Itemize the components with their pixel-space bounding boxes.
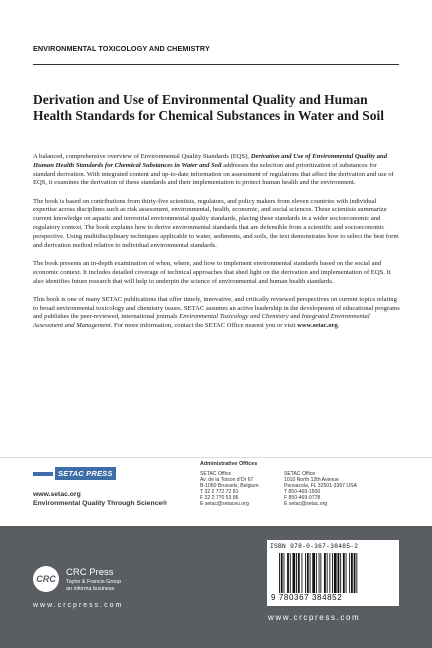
barcode-bar	[305, 553, 306, 593]
book-title-inline: Derivation and Use of Environmental Quality and Human Health Standards for Chemical Substances in Water and Soil	[33, 153, 388, 169]
barcode-bar	[290, 553, 291, 593]
office-usa: SETAC Office 1010 North 12th Avenue Pensacola, FL 32501-3367 USA T 850-469-1500 F 850-469-9778 E setac@setac.org	[284, 471, 357, 507]
office-europe: SETAC Office Av. de la Toison d'Or 67 B-1060 Brussels, Belgium T 32 2 772 72 81 F 32 2 770 53 86 E setac@setaceu.org	[200, 471, 259, 507]
setac-contact	[33, 490, 167, 508]
crc-logo: CRC	[33, 566, 59, 592]
admin-offices-title: Administrative Offices	[200, 461, 258, 467]
paragraph-3: The book presents an in-depth examination of when, where, and how to implement environmental standards based on the social and economic context. It includes detailed coverage of technical approaches that shed light on the derivation and implementation of EQS. It also identifies future research that will help to underpin the science of environmental and human health standards.	[33, 259, 391, 285]
description	[33, 153, 400, 341]
barcode-bar	[332, 553, 333, 593]
barcode-bar	[312, 553, 315, 593]
barcode-bar	[346, 553, 347, 593]
paragraph-1: A balanced, comprehensive overview of Environmental Quality Standards (EQS), Derivation and Use of Environmental Quality and Human Health Standards for Chemical Substances in Water and Soil addresses the selection and prioritization of substances for standard derivation. With integrated content and up-to-date information on assessment of regulations that affect the derivation and use of EQS, it examines the derivation of these standards and their implementation to protect human health and the environment.	[33, 153, 394, 187]
crc-subtitle: Taylor & Francis Group an informa business	[66, 579, 122, 592]
barcode-bar	[324, 553, 326, 593]
barcode-bar	[340, 553, 341, 593]
barcode	[267, 540, 399, 606]
barcode-bar	[351, 553, 353, 593]
barcode-bar	[287, 553, 289, 593]
barcode-digits: 9 780367 384852	[271, 593, 343, 602]
barcode-bar	[343, 553, 345, 593]
crc-url-left: www.crcpress.com	[33, 602, 124, 609]
isbn-text: ISBN 978-0-367-38485-2	[270, 543, 359, 550]
barcode-bar	[307, 553, 309, 593]
paragraph-4: This book is one of many SETAC publications that offer timely, innovative, and critically reviewed perspectives on current topics relating to broad environmental toxicology and chemistry issues. SETAC assumes an active leadership in the development of educational programs and publishes the peer-reviewed, international journals Environmental Toxicology and Chemistry and Integrated Environmental Assessment and Management. For more information, contact the SETAC Office nearest you or visit www.setac.org.	[33, 295, 400, 330]
barcode-bar	[320, 553, 321, 593]
barcode-bar	[293, 553, 296, 593]
crc-press-name: CRC Press	[66, 567, 114, 578]
journal-ieam: Integrated Environmental Assessment and Management	[33, 313, 370, 330]
barcode-bar	[284, 553, 285, 593]
setac-press-logo: SETAC PRESS	[33, 467, 116, 480]
barcode-bar	[319, 553, 320, 593]
barcode-bar	[296, 553, 297, 593]
barcode-bar	[349, 553, 350, 593]
barcode-bar	[334, 553, 337, 593]
barcode-bar	[338, 553, 340, 593]
barcode-bar	[279, 553, 280, 593]
barcode-bar	[310, 553, 311, 593]
barcode-bar	[298, 553, 300, 593]
journal-etc: Environmental Toxicology and Chemistry	[179, 313, 289, 321]
paragraph-2: The book is based on contributions from thirty-five scientists, regulators, and policy makers from eleven countries with individual expertise across disciplines such as risk assessment, environmental, health, economic, and social sciences. These scientists summarize current knowledge on aquatic and terrestrial environmental quality standards, placing these standards in a wider socioeconomic and regulatory context. The book explains how to derive environmental standards that are defensible from a scientific and socioeconomic perspective. Using multidisciplinary techniques applicable to water, sediments, and soils, the text demonstrates how to select the best form and derivation method relative to individual environmental standards.	[33, 197, 399, 249]
barcode-bar	[329, 553, 330, 593]
setac-link: www.setac.org	[297, 322, 338, 330]
crc-url-right: www.crcpress.com	[268, 613, 361, 622]
barcode-bar	[281, 553, 283, 593]
setac-tagline: Environmental Quality Through Science®	[33, 500, 168, 507]
barcode-bars	[279, 553, 387, 593]
barcode-bar	[302, 553, 303, 593]
book-title: Derivation and Use of Environmental Quality and Human Health Standards for Chemical Substances in Water and Soil	[33, 92, 385, 123]
barcode-bar	[327, 553, 328, 593]
barcode-bar	[316, 553, 317, 593]
series-name: ENVIRONMENTAL TOXICOLOGY AND CHEMISTRY	[33, 44, 210, 53]
series-divider	[33, 64, 399, 65]
barcode-bar	[354, 553, 356, 593]
setac-url: www.setac.org	[33, 491, 81, 498]
barcode-bar	[356, 553, 357, 593]
